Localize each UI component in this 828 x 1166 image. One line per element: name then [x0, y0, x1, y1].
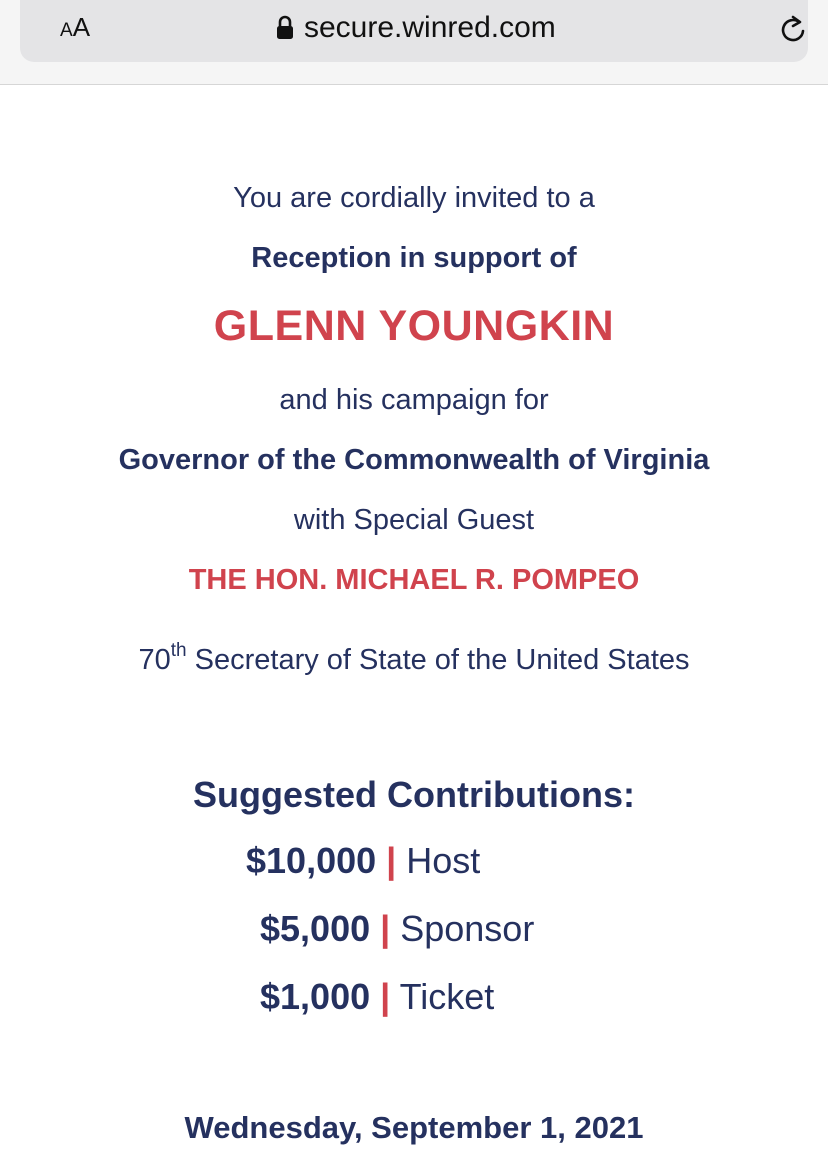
contribution-separator: |: [380, 976, 391, 1017]
lock-icon: [276, 15, 294, 41]
contribution-separator: |: [386, 840, 397, 881]
invitation-content: [0, 84, 828, 1166]
text-size-button[interactable]: AA: [60, 12, 91, 42]
guest-title-suffix: th: [170, 640, 187, 661]
contribution-level: Ticket: [399, 976, 495, 1017]
candidate-name: GLENN YOUNGKIN: [213, 302, 615, 350]
contribution-amount: $10,000: [246, 840, 377, 881]
event-date: Wednesday, September 1, 2021: [184, 1110, 644, 1145]
contribution-separator: |: [380, 908, 391, 949]
contribution-amount: $5,000: [260, 908, 371, 949]
guest-intro: with Special Guest: [293, 504, 535, 536]
office-title: Governor of the Commonwealth of Virginia: [118, 444, 710, 476]
address-bar[interactable]: [20, 0, 808, 62]
url-text: secure.winred.com: [304, 11, 556, 44]
browser-toolbar: [0, 0, 828, 85]
campaign-line: and his campaign for: [279, 384, 549, 416]
guest-title: [0, 640, 828, 677]
guest-title-rest: Secretary of State of the United States: [186, 644, 690, 676]
guest-title-number: 70: [138, 644, 171, 676]
event-type: Reception in support of: [251, 242, 577, 274]
contribution-sponsor: [260, 908, 534, 950]
contribution-host: [246, 840, 480, 882]
reload-icon[interactable]: [776, 12, 812, 48]
contribution-level: Sponsor: [400, 908, 535, 949]
url-display[interactable]: [276, 8, 556, 48]
invitation-intro: You are cordially invited to a: [233, 182, 595, 214]
contribution-amount: $1,000: [260, 976, 371, 1017]
contribution-ticket: [260, 976, 494, 1018]
contributions-heading: Suggested Contributions:: [193, 774, 635, 815]
contribution-level: Host: [406, 840, 481, 881]
guest-name: THE HON. MICHAEL R. POMPEO: [188, 564, 640, 596]
